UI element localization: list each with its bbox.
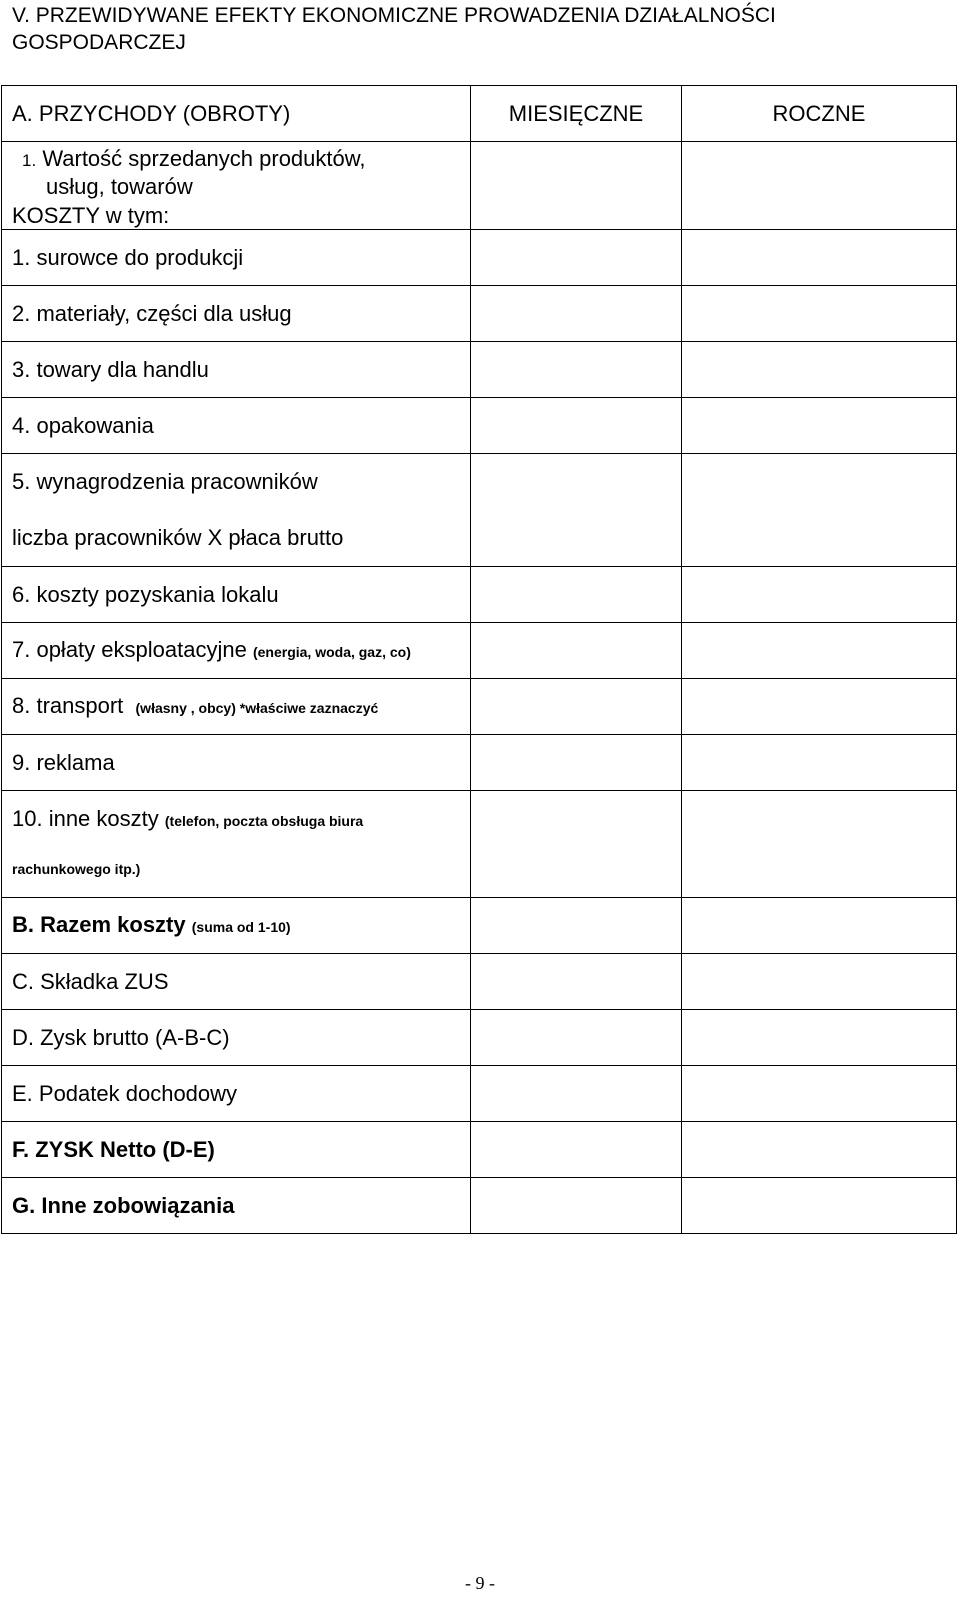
- table-row: [2, 898, 957, 954]
- cost-transport: 8. transport: [12, 692, 124, 718]
- monthly-value-cell[interactable]: [471, 898, 682, 954]
- monthly-value-cell[interactable]: [471, 1066, 682, 1122]
- monthly-value-cell[interactable]: [471, 954, 682, 1010]
- revenue-item-text: 1. Wartość sprzedanych produktów,: [22, 146, 366, 171]
- other-liabilities: G. Inne zobowiązania: [2, 1178, 471, 1234]
- cost-salaries: 5. wynagrodzenia pracowników: [12, 469, 318, 494]
- yearly-value-cell[interactable]: [682, 791, 957, 898]
- table-row: [2, 286, 957, 342]
- cost-goods-for-trade: 3. towary dla handlu: [2, 342, 471, 398]
- table-row: [2, 735, 957, 791]
- monthly-value-cell[interactable]: [471, 342, 682, 398]
- yearly-value-cell[interactable]: [682, 954, 957, 1010]
- total-costs: B. Razem koszty: [12, 911, 186, 937]
- cost-utilities: 7. opłaty eksploatacyjne: [12, 636, 247, 662]
- monthly-value-cell[interactable]: [471, 1122, 682, 1178]
- table-row: [2, 1066, 957, 1122]
- monthly-value-cell[interactable]: [471, 1010, 682, 1066]
- yearly-value-cell[interactable]: [682, 342, 957, 398]
- cost-transport-cell: [2, 679, 471, 735]
- cost-utilities-note: (energia, woda, gaz, co): [252, 643, 411, 660]
- monthly-value-cell[interactable]: [471, 1178, 682, 1234]
- yearly-column-header: ROCZNE: [682, 86, 957, 142]
- yearly-value-cell[interactable]: [682, 567, 957, 623]
- total-costs-note: (suma od 1-10): [191, 918, 291, 935]
- income-tax: E. Podatek dochodowy: [2, 1066, 471, 1122]
- cost-raw-materials: 1. surowce do produkcji: [2, 230, 471, 286]
- monthly-value-cell[interactable]: [471, 791, 682, 898]
- cost-other-note: (telefon, poczta obsługa biura: [164, 813, 364, 829]
- cost-transport-note: (własny , obcy) *właściwe zaznaczyć: [135, 699, 379, 716]
- monthly-value-cell[interactable]: [471, 567, 682, 623]
- yearly-value-cell[interactable]: [682, 286, 957, 342]
- table-row: [2, 791, 957, 898]
- cost-salaries-cell: [2, 454, 471, 567]
- cost-salaries-formula: liczba pracowników X płaca brutto: [12, 525, 344, 550]
- yearly-value-cell[interactable]: [682, 1178, 957, 1234]
- monthly-value-cell[interactable]: [471, 286, 682, 342]
- cost-other: 10. inne koszty: [12, 806, 159, 831]
- economic-effects-table: [1, 85, 957, 1234]
- table-row: [2, 142, 957, 230]
- table-row: [2, 398, 957, 454]
- cost-advertising: 9. reklama: [2, 735, 471, 791]
- zus-contribution: C. Składka ZUS: [2, 954, 471, 1010]
- table-row: [2, 954, 957, 1010]
- net-profit: F. ZYSK Netto (D-E): [2, 1122, 471, 1178]
- costs-label: KOSZTY w tym:: [12, 203, 170, 228]
- monthly-value-cell[interactable]: [471, 454, 682, 567]
- monthly-value-cell[interactable]: [471, 623, 682, 679]
- table-row: [2, 1178, 957, 1234]
- gross-profit: D. Zysk brutto (A-B-C): [2, 1010, 471, 1066]
- yearly-value-cell[interactable]: [682, 679, 957, 735]
- cost-premises: 6. koszty pozyskania lokalu: [2, 567, 471, 623]
- revenue-item-cell: [2, 142, 471, 230]
- yearly-value-cell[interactable]: [682, 1122, 957, 1178]
- page-number: - 9 -: [465, 1573, 495, 1593]
- cost-materials-parts: 2. materiały, części dla usług: [2, 286, 471, 342]
- yearly-value-cell[interactable]: [682, 1066, 957, 1122]
- yearly-value-cell[interactable]: [682, 1010, 957, 1066]
- yearly-value-cell[interactable]: [682, 454, 957, 567]
- yearly-value-cell[interactable]: [682, 898, 957, 954]
- cost-other-note-cont: rachunkowego itp.): [12, 861, 141, 877]
- cost-utilities-cell: [2, 623, 471, 679]
- cost-other-line: [12, 791, 470, 847]
- table-row: [2, 454, 957, 567]
- yearly-value-cell[interactable]: [682, 142, 957, 230]
- table-row: [2, 679, 957, 735]
- revenue-header: A. PRZYCHODY (OBROTY): [2, 86, 471, 142]
- monthly-value-cell[interactable]: [471, 398, 682, 454]
- yearly-value-cell[interactable]: [682, 623, 957, 679]
- yearly-value-cell[interactable]: [682, 735, 957, 791]
- yearly-value-cell[interactable]: [682, 230, 957, 286]
- total-costs-cell: [2, 898, 471, 954]
- monthly-value-cell[interactable]: [471, 735, 682, 791]
- section-title: V. PRZEWIDYWANE EFEKTY EKONOMICZNE PROWADZENIA DZIAŁALNOŚCI GOSPODARCZEJ: [12, 4, 776, 54]
- monthly-value-cell[interactable]: [471, 679, 682, 735]
- cost-packaging: 4. opakowania: [2, 398, 471, 454]
- revenue-item-text-cont: usług, towarów: [46, 174, 193, 199]
- table-row: [2, 1122, 957, 1178]
- table-row: [2, 567, 957, 623]
- table-row: [2, 1010, 957, 1066]
- monthly-value-cell[interactable]: [471, 230, 682, 286]
- table-row: [2, 230, 957, 286]
- table-row: [2, 623, 957, 679]
- yearly-value-cell[interactable]: [682, 398, 957, 454]
- cost-other-cell: [2, 791, 471, 898]
- table-row: [2, 342, 957, 398]
- monthly-value-cell[interactable]: [471, 142, 682, 230]
- monthly-column-header: MIESIĘCZNE: [471, 86, 682, 142]
- table-header-row: [2, 86, 957, 142]
